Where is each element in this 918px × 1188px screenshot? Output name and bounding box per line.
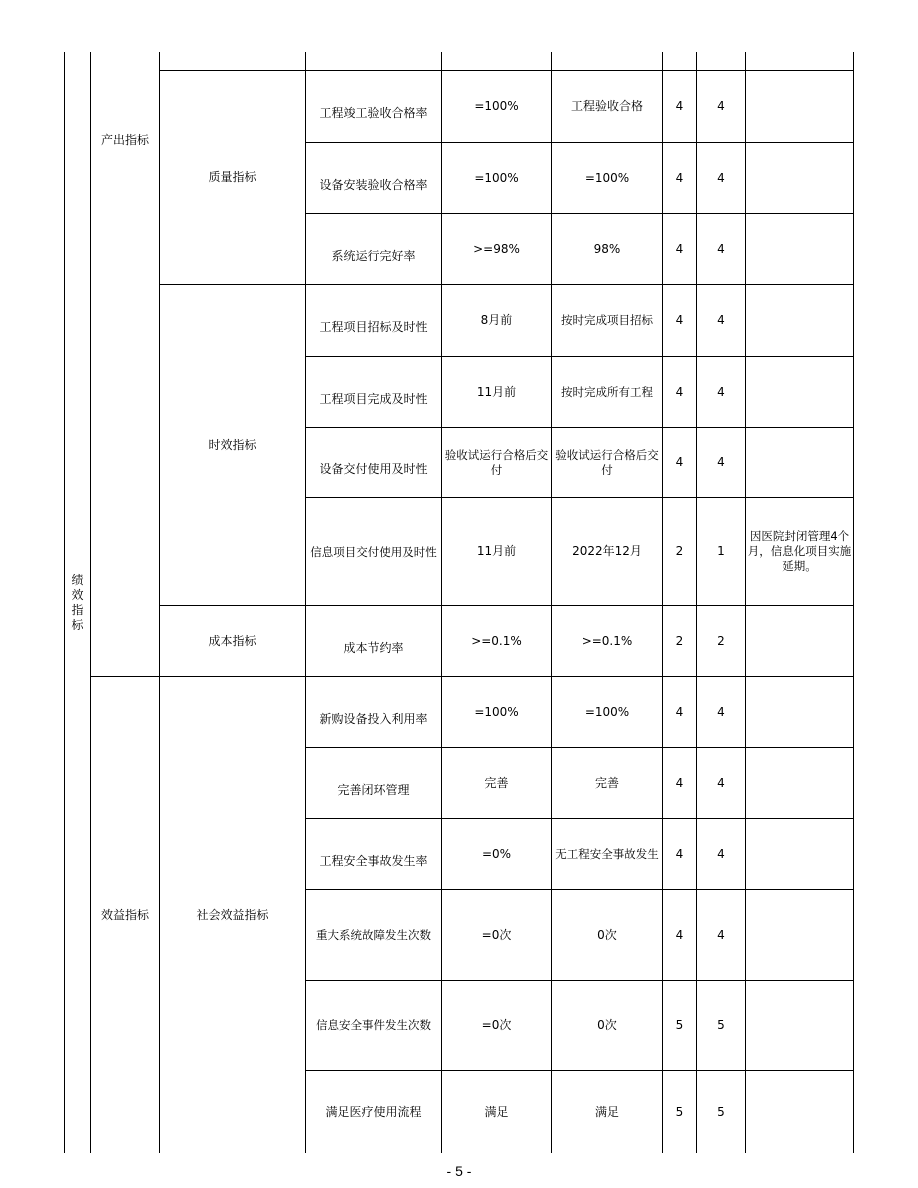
target-text: >=0.1%: [471, 633, 522, 648]
indicator-cell: [306, 285, 441, 356]
score-text: 4: [717, 99, 725, 113]
note-cell: [746, 71, 853, 142]
indicator-cell: [306, 1071, 441, 1153]
target-cell: [442, 606, 551, 676]
score-text: 4: [717, 455, 725, 469]
target-text: 完善: [484, 775, 509, 790]
note-cell: [746, 1071, 853, 1153]
indicator-text: 工程竣工验收合格率: [319, 106, 428, 120]
target-cell: [442, 498, 551, 605]
note-text: 因医院封闭管理4个月，信息化项目实施延期。: [747, 529, 852, 573]
score-cell: [697, 677, 745, 747]
weight-text: 4: [675, 775, 684, 790]
actual-cell: [552, 748, 662, 818]
weight-cell: [663, 890, 696, 980]
category-output-label: 产出指标: [100, 133, 149, 147]
indicator-text: 工程项目招标及时性: [319, 320, 428, 334]
score-text: 5: [717, 1104, 725, 1119]
weight-text: 4: [675, 170, 684, 185]
indicator-text: 完善闭环管理: [337, 782, 410, 797]
actual-text: 2022年12月: [572, 544, 642, 558]
actual-text: >=0.1%: [581, 633, 633, 648]
note-cell: [746, 498, 853, 605]
weight-text: 2: [675, 633, 684, 648]
actual-cell: [552, 981, 662, 1070]
target-cell: [442, 981, 551, 1070]
indicator-text: 工程项目完成及时性: [319, 391, 428, 406]
weight-cell: [663, 981, 696, 1070]
note-cell: [746, 285, 853, 356]
score-text: 4: [717, 927, 725, 942]
target-text: 8月前: [480, 313, 513, 327]
weight-cell: [663, 71, 696, 142]
weight-cell: [663, 748, 696, 818]
weight-text: 5: [675, 1104, 684, 1119]
target-text: 11月前: [476, 384, 517, 399]
target-cell: [442, 748, 551, 818]
weight-text: 4: [675, 313, 684, 327]
target-text: >=98%: [473, 241, 520, 256]
weight-text: 4: [675, 704, 684, 719]
actual-cell: [552, 1071, 662, 1153]
actual-cell: [552, 357, 662, 427]
indicator-cell: [306, 748, 441, 818]
score-text: 4: [717, 313, 725, 327]
score-text: 4: [717, 241, 725, 256]
target-text: 验收试运行合格后交付: [444, 447, 549, 477]
score-text: 1: [717, 544, 725, 558]
weight-cell: [663, 428, 696, 497]
indicator-cell: [306, 606, 441, 676]
indicator-text: 设备安装验收合格率: [319, 177, 428, 192]
page-number: - 5 -: [446, 1163, 472, 1179]
indicator-text: 满足医疗使用流程: [325, 1104, 422, 1119]
target-text: =0次: [481, 927, 512, 942]
score-cell: [697, 143, 745, 213]
score-text: 4: [717, 384, 725, 399]
score-text: 4: [717, 170, 725, 185]
target-cell: [442, 428, 551, 497]
score-cell: [697, 428, 745, 497]
weight-cell: [663, 498, 696, 605]
score-cell: [697, 819, 745, 889]
score-cell: [697, 214, 745, 284]
actual-cell: [552, 285, 662, 356]
indicator-cell: [306, 71, 441, 142]
note-cell: [746, 143, 853, 213]
actual-text: 0次: [597, 927, 617, 942]
note-cell: [746, 214, 853, 284]
actual-cell: [552, 498, 662, 605]
target-cell: [442, 214, 551, 284]
score-cell: [697, 498, 745, 605]
target-cell: [442, 285, 551, 356]
indicator-text: 信息项目交付使用及时性: [310, 544, 437, 559]
indicator-text: 设备交付使用及时性: [319, 462, 428, 476]
note-cell: [746, 890, 853, 980]
actual-text: =100%: [584, 704, 630, 719]
score-text: 4: [717, 846, 725, 861]
indicator-cell: [306, 819, 441, 889]
category-quality-label: 质量指标: [208, 170, 257, 184]
actual-cell: [552, 819, 662, 889]
target-cell: [442, 357, 551, 427]
target-cell: [442, 1071, 551, 1153]
indicator-text: 工程安全事故发生率: [319, 853, 428, 868]
weight-text: 4: [675, 846, 684, 861]
actual-text: 按时完成项目招标: [561, 313, 653, 327]
score-cell: [697, 890, 745, 980]
score-cell: [697, 357, 745, 427]
note-cell: [746, 428, 853, 497]
target-text: =100%: [474, 704, 519, 719]
target-cell: [442, 819, 551, 889]
indicator-text: 成本节约率: [343, 640, 404, 655]
category-timeliness-label: 时效指标: [208, 437, 257, 452]
weight-text: 5: [675, 1018, 684, 1032]
actual-text: 工程验收合格: [570, 99, 643, 113]
indicator-text: 信息安全事件发生次数: [316, 1018, 431, 1032]
weight-text: 4: [675, 455, 684, 469]
category-cost-label: 成本指标: [208, 633, 257, 648]
note-cell: [746, 748, 853, 818]
score-text: 4: [717, 775, 725, 790]
category-social-label: 社会效益指标: [196, 907, 269, 922]
actual-cell: [552, 677, 662, 747]
weight-cell: [663, 1071, 696, 1153]
indicator-cell: [306, 981, 441, 1070]
weight-text: 4: [675, 384, 684, 399]
target-text: =0%: [481, 846, 512, 861]
actual-text: 满足: [594, 1104, 619, 1119]
actual-cell: [552, 606, 662, 676]
score-cell: [697, 981, 745, 1070]
note-cell: [746, 981, 853, 1070]
indicator-cell: [306, 498, 441, 605]
score-text: 4: [717, 704, 725, 719]
target-text: =100%: [474, 170, 519, 185]
score-cell: [697, 1071, 745, 1153]
weight-cell: [663, 143, 696, 213]
weight-cell: [663, 677, 696, 747]
target-text: =100%: [474, 99, 519, 113]
actual-text: =100%: [584, 170, 630, 185]
category-benefit: [91, 677, 159, 1153]
weight-text: 2: [675, 544, 684, 558]
note-cell: [746, 606, 853, 676]
actual-text: 按时完成所有工程: [561, 384, 653, 399]
note-cell: [746, 677, 853, 747]
indicator-text: 重大系统故障发生次数: [316, 927, 431, 942]
score-cell: [697, 748, 745, 818]
note-cell: [746, 819, 853, 889]
weight-text: 4: [675, 241, 684, 256]
actual-cell: [552, 214, 662, 284]
weight-cell: [663, 357, 696, 427]
indicator-cell: [306, 890, 441, 980]
note-cell: [746, 357, 853, 427]
target-cell: [442, 890, 551, 980]
actual-cell: [552, 143, 662, 213]
actual-text: 完善: [594, 775, 619, 790]
score-text: 5: [717, 1018, 725, 1032]
weight-cell: [663, 606, 696, 676]
indicator-cell: [306, 143, 441, 213]
weight-text: 4: [675, 99, 684, 113]
weight-cell: [663, 819, 696, 889]
actual-cell: [552, 428, 662, 497]
weight-cell: [663, 285, 696, 356]
category-output: [91, 52, 159, 229]
category-benefit-label: 效益指标: [100, 907, 149, 922]
actual-cell: [552, 890, 662, 980]
category-level1-label: 绩效指标: [71, 572, 84, 632]
target-text: 11月前: [476, 544, 517, 558]
target-cell: [442, 677, 551, 747]
border-col-right: [853, 52, 854, 1153]
actual-text: 98%: [593, 241, 621, 256]
indicator-cell: [306, 677, 441, 747]
category-quality: [160, 71, 305, 284]
weight-cell: [663, 214, 696, 284]
weight-text: 4: [675, 927, 684, 942]
indicator-cell: [306, 428, 441, 497]
category-level1: [65, 52, 90, 1153]
actual-cell: [552, 71, 662, 142]
target-cell: [442, 143, 551, 213]
score-cell: [697, 606, 745, 676]
actual-text: 0次: [597, 1018, 617, 1032]
category-social: [160, 677, 305, 1153]
actual-text: 验收试运行合格后交付: [555, 447, 659, 477]
indicator-text: 系统运行完好率: [331, 248, 416, 263]
indicator-text: 新购设备投入利用率: [319, 711, 428, 726]
target-text: 满足: [484, 1104, 509, 1119]
category-timeliness: [160, 285, 305, 605]
score-cell: [697, 285, 745, 356]
indicator-cell: [306, 214, 441, 284]
score-cell: [697, 71, 745, 142]
indicator-cell: [306, 357, 441, 427]
target-cell: [442, 71, 551, 142]
actual-text: 无工程安全事故发生: [555, 846, 659, 861]
target-text: =0次: [481, 1018, 512, 1032]
category-cost: [160, 606, 305, 676]
score-text: 2: [717, 633, 725, 648]
